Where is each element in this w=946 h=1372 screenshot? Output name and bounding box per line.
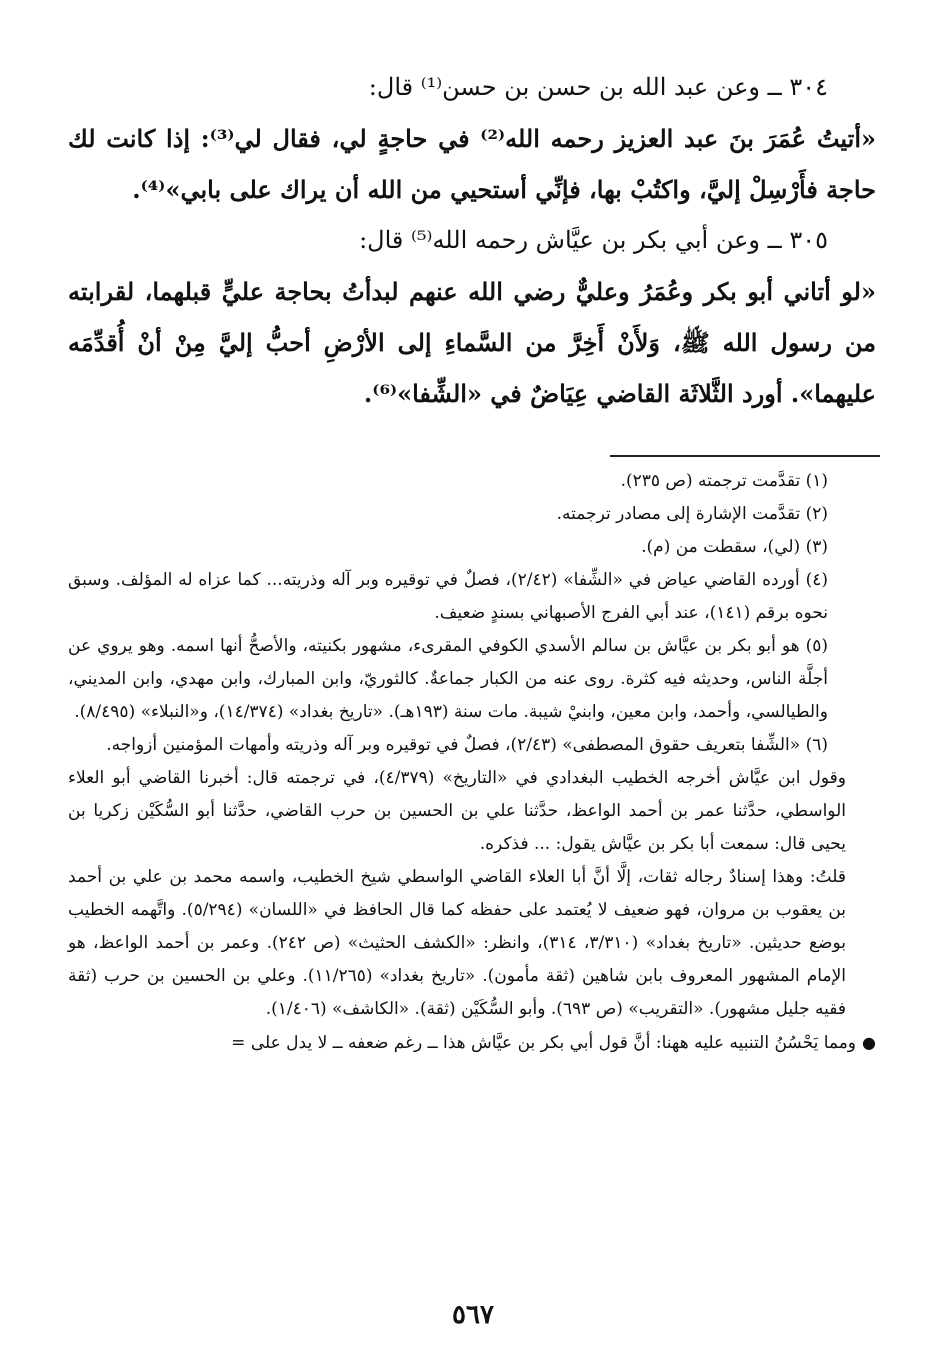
footnote-separator	[610, 455, 880, 457]
commentary-paragraph-2: قلتُ: وهذا إسنادٌ رجاله ثقات، إلَّا أنَّ أبا العلاء القاضي الواسطي شيخ الخطيب، واسمه محمد بن علي بن أحمد بن يعقوب بن مروان، فهو ضعيف لا يُعتمد على حفظه كما قال الحافظ في «اللسان» (٥/٢٩٤). واتَّهمه الخطيب بوضع حديثين. «تاريخ بغداد» (٣/٣١٠، ٣١٤)، وانظر: «الكشف الحثيث» (ص ٢٤٢). وعمر بن أحمد الواعظ، هو الإمام المشهور المعروف بابن شاهين (ثقة مأمون). «تاريخ بغداد» (١١/٢٦٥). وعلي بن الحسين بن حرب (ثقة فقيه جليل مشهور). «التقريب» (ص ٦٩٣). وأبو السُّكَيْن (ثقة). «الكاشف» (١/٤٠٦).	[68, 867, 847, 1019]
entry-304-text: «أتيتُ عُمَرَ بنَ عبد العزيز رحمه الله⁽²⁾ في حاجةٍ لي، فقال لي⁽³⁾: إذا كانت لك حاجة فأَرْسِلْ إليَّ، واكتُبْ بها، فإنِّي أستحيي من الله أن يراك على بابي»⁽⁴⁾.	[68, 124, 877, 204]
footnote-4: (٤) أورده القاضي عياض في «الشِّفا» (٢/٤٢)، فصلٌ في توقيره وبر آله وذريته... كما عزاه له المؤلف. وسبق نحوه برقم (١٤١)، عند أبي الفرج الأصبهاني بسندٍ ضعيف.	[68, 570, 828, 623]
entry-305-text: «لو أتاني أبو بكر وعُمَرُ وعليٌّ رضي الله عنهم لبدأتُ بحاجة عليٍّ قبلهما، لقرابته من رسول الله ﷺ، وَلأَنْ أَخِرَّ من السَّماءِ إلى الأرْضِ أحبُّ إليَّ مِنْ أنْ أُقدِّمَه عليهما». أورد الثَّلاثَة القاضي عِيَاضٌ في «الشِّفا»⁽⁶⁾.	[68, 277, 876, 408]
commentary-paragraph-3-text: ومما يَحْسُنُ التنبيه عليه ههنا: أنَّ قول أبي بكر بن عيَّاش هذا ــ رغم ضعفه ــ لا يدل على =	[231, 1033, 857, 1053]
footnote-6: (٦) «الشِّفا بتعريف حقوق المصطفى» (٢/٤٣)، فصلٌ في توقيره وبر آله وذريته وأمهات المؤمنين أزواجه.	[106, 735, 828, 755]
footnotes	[68, 465, 876, 1060]
page-number: ٥٦٧	[452, 1300, 494, 1330]
footnote-3: (٣) (لي)، سقطت من (م).	[641, 537, 828, 557]
footnote-5: (٥) هو أبو بكر بن عيَّاش بن سالم الأسدي الكوفي المقرىء، مشهور بكنيته، والأصحُّ أنها اسمه. وهو يروي عن أجلَّة الناس، وحديثه فيه كثرة. روى عنه من الكبار جماعةٌ. كالثوريّ، وابن المبارك، وابن مهدي، وابن المديني، والطيالسي، وأحمد، وابن معين، وابنيْ شيبة. مات سنة (١٩٣هـ). «تاريخ بغداد» (١٤/٣٧٤)، و«النبلاء» (٨/٤٩٥).	[68, 636, 828, 722]
commentary-paragraph-1: وقول ابن عيَّاش أخرجه الخطيب البغدادي في «التاريخ» (٤/٣٧٩)، في ترجمته قال: أخبرنا القاضي أبو العلاء الواسطي، حدَّثنا عمر بن أحمد الواعظ، حدَّثنا علي بن الحسين بن حرب القاضي، حدَّثنا أبو السُّكَيْن زكريا بن يحيى قال: سمعت أبا بكر بن عيَّاش يقول: ... فذكره.	[68, 768, 846, 854]
entry-305-intro: ٣٠٥ ــ وعن أبي بكر بن عيَّاش رحمه الله⁽⁵⁾ قال:	[359, 226, 828, 254]
footnote-1: (١) تقدَّمت ترجمته (ص ٢٣٥).	[620, 471, 828, 491]
main-text	[68, 62, 876, 419]
entry-304-intro: ٣٠٤ ــ وعن عبد الله بن حسن بن حسن⁽¹⁾ قال:	[368, 73, 828, 101]
footnote-2: (٢) تقدَّمت الإشارة إلى مصادر ترجمته.	[556, 504, 828, 524]
bullet-icon: ●	[862, 1033, 876, 1052]
commentary-paragraph-3	[68, 1026, 876, 1060]
